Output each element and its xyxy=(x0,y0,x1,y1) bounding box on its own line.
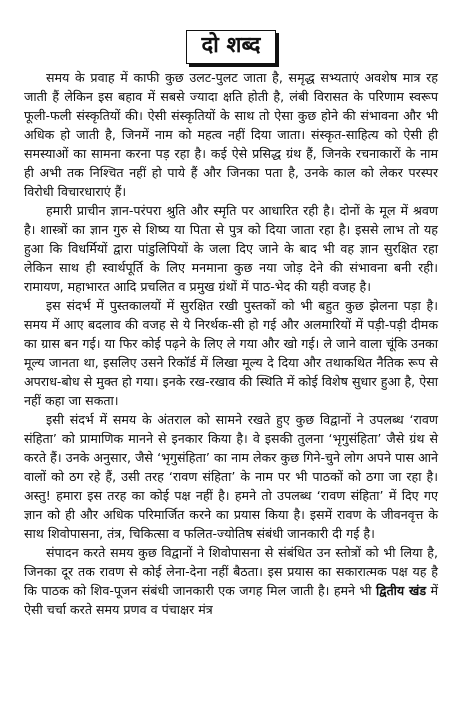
paragraph-text: संपादन करते समय कुछ विद्वानों ने शिवोपासना से संबंधित उन स्तोत्रों को भी लिया है, जिनका दूर तक रावण से कोई लेना-देना नहीं बैठता। इस प्रयास का सकारात्मक पक्ष यह है कि पाठक को शिव-पूजन संबंधी जानकारी एक जगह मिल जाती है। हमने भी xyxy=(24,545,438,598)
paragraph: हमारी प्राचीन ज्ञान-परंपरा श्रुति और स्मृति पर आधारित रही है। दोनों के मूल में श्रवण है। शास्त्रों का ज्ञान गुरु से शिष्य या पिता से पुत्र को दिया जाता रहा है। इससे लाभ तो यह हुआ कि विधर्मियों द्वारा पांडुलिपियों के जला दिए जाने के बाद भी वह ज्ञान सुरक्षित रहा लेकिन साथ ही स्वार्थपूर्ति के लिए मनमाना कुछ नया जोड़ देने की संभावना बनी रही। रामायण, महाभारत आदि प्रचलित व प्रमुख ग्रंथों में पाठ-भेद की यही वजह है। xyxy=(24,203,438,294)
title-area xyxy=(24,0,438,58)
document-body xyxy=(24,68,438,619)
page-title: दो शब्द xyxy=(186,30,275,64)
paragraph-last xyxy=(24,543,438,619)
paragraph-text: में ऐसी चर्चा करते समय प्रणव व पंचाक्षर मंत्र xyxy=(24,583,438,617)
paragraph: समय के प्रवाह में काफी कुछ उलट-पुलट जाता है, समृद्ध सभ्यताएं अवशेष मात्र रह जाती हैं लेकिन इस बहाव में सबसे ज्यादा क्षति होती है, लंबी विरासत के परिणाम स्वरूप फूली-फली संस्कृतियों की। ऐसी संस्कृतियों के साथ तो ऐसा कुछ होने की संभावना और भी अधिक हो जाती है, जिनमें नाम को महत्व नहीं दिया जाता। संस्कृत-साहित्य को ऐसी ही समस्याओं का सामना करना पड़ रहा है। कई ऐसे प्रसिद्ध ग्रंथ हैं, जिनके रचनाकारों के नाम ही अभी तक निश्चित नहीं हो पाये हैं और जिनका पता है, उनके काल को लेकर परस्पर विरोधी विचारधाराएं हैं। xyxy=(24,70,438,199)
bold-text: द्वितीय खंड xyxy=(375,583,427,598)
paragraph: इसी संदर्भ में समय के अंतराल को सामने रखते हुए कुछ विद्वानों ने उपलब्ध ‘रावण संहिता’ को प्रामाणिक मानने से इनकार किया है। वे इसकी तुलना ‘भृगुसंहिता’ जैसे ग्रंथ से करते हैं। उनके अनुसार, जैसे ‘भृगुसंहिता’ का नाम लेकर कुछ गिने-चुने लोग अपने पास आने वालों को ठग रहे हैं, उसी तरह ‘रावण संहिता’ के नाम पर भी पाठकों को ठगा जा रहा है। अस्तु! हमारा इस तरह का कोई पक्ष नहीं है। हमने तो उपलब्ध ‘रावण संहिता’ में दिए गए ज्ञान को ही और अधिक परिमार्जित करने का प्रयास किया है। इसमें रावण के जीवनवृत्त के साथ शिवोपासना, तंत्र, चिकित्सा व फलित-ज्योतिष संबंधी जानकारी दी गई है। xyxy=(24,412,438,541)
paragraph: इस संदर्भ में पुस्तकालयों में सुरक्षित रखी पुस्तकों को भी बहुत कुछ झेलना पड़ा है। समय में आए बदलाव की वजह से ये निरर्थक-सी हो गई और अलमारियों में पड़ी-पड़ी दीमक का ग्रास बन गई। या फिर कोई पढ़ने के लिए ले गया और खो गई। ले जाने वाला चूंकि उनका मूल्य जानता था, इसलिए उसने रिकॉर्ड में लिखा मूल्य दे दिया और तथाकथित नैतिक रूप से अपराध-बोध से मुक्त हो गया। इनके रख-रखाव की स्थिति में कोई विशेष सुधार हुआ है, ऐसा नहीं कहा जा सकता। xyxy=(24,298,438,408)
